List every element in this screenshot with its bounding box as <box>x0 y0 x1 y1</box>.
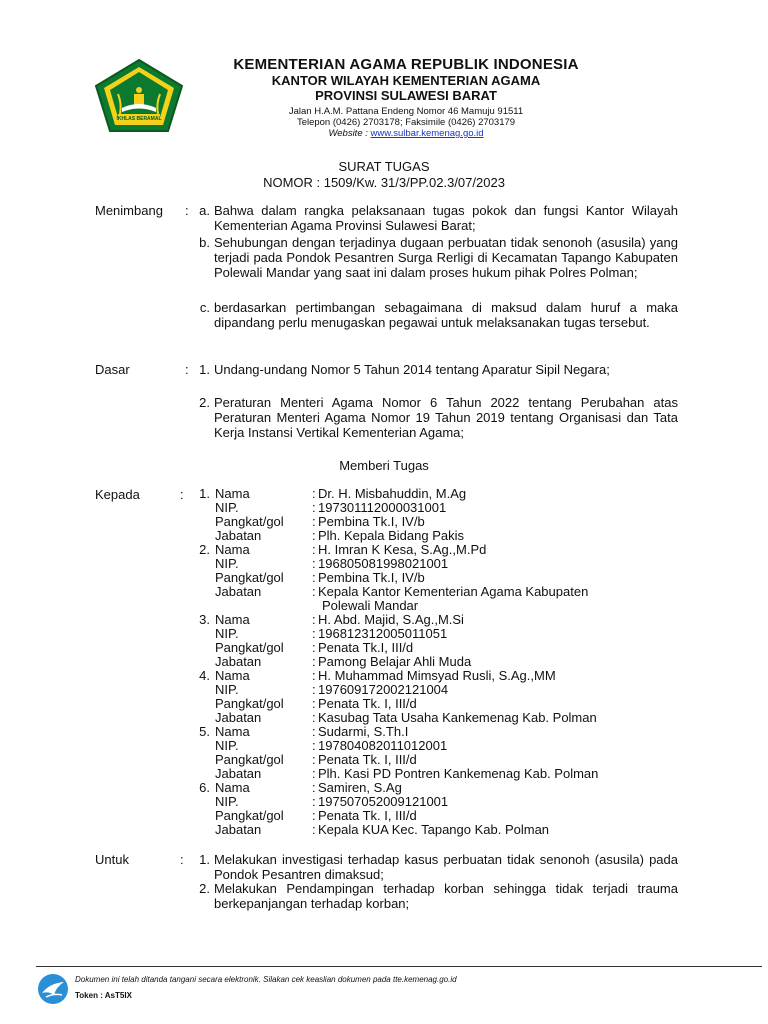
field-label-nip: NIP. <box>215 682 239 697</box>
field-label-jabatan: Jabatan <box>215 654 262 669</box>
field-label-nip: NIP. <box>215 794 239 809</box>
field-label-pangkat: Pangkat/gol <box>215 752 284 767</box>
person-pangkat: Pembina Tk.I, IV/b <box>318 514 425 529</box>
field-label-nama: Nama <box>215 612 250 627</box>
field-label-nip: NIP. <box>215 738 239 753</box>
person-marker: 2. <box>199 542 210 557</box>
person-nama: Dr. H. Misbahuddin, M.Ag <box>318 486 467 501</box>
person-nip: 197507052009121001 <box>318 794 449 809</box>
letterhead <box>200 56 612 139</box>
colon: : <box>312 612 316 627</box>
person-pangkat: Penata Tk.I, III/d <box>318 640 414 655</box>
field-label-pangkat: Pangkat/gol <box>215 514 284 529</box>
tte-bird-icon <box>36 973 70 1005</box>
item-marker: 2. <box>199 395 210 410</box>
menimbang-item-c: berdasarkan pertimbangan sebagaimana di maksud dalam huruf a maka dipandang perlu menugaskan pegawai untuk melaksanakan tugas tersebut. <box>214 300 678 330</box>
colon: : <box>312 570 316 585</box>
colon: : <box>312 696 316 711</box>
website-link[interactable]: www.sulbar.kemenag.go.id <box>370 128 484 139</box>
person-marker: 1. <box>199 486 210 501</box>
field-label-jabatan: Jabatan <box>215 766 262 781</box>
person-nama: Samiren, S.Ag <box>318 780 402 795</box>
person-jabatan: Kasubag Tata Usaha Kankemenag Kab. Polman <box>318 710 597 725</box>
field-label-nama: Nama <box>215 542 250 557</box>
colon: : <box>312 794 316 809</box>
person-nama: Sudarmi, S.Th.I <box>318 724 409 739</box>
field-label-jabatan: Jabatan <box>215 584 262 599</box>
letter-title: SURAT TUGAS <box>338 159 430 174</box>
colon: : <box>180 852 184 867</box>
colon: : <box>312 710 316 725</box>
colon: : <box>312 626 316 641</box>
field-label-nama: Nama <box>215 486 250 501</box>
menimbang-item-b: Sehubungan dengan terjadinya dugaan perbuatan tidak senonoh (asusila) yang terjadi pada Pondok Pesantren Surga Rerligi di Kecamatan Tapango Kabupaten Polewali Mandar yang saat ini dalam proses hukum pihak Polres Polman; <box>214 235 678 280</box>
field-label-nama: Nama <box>215 668 250 683</box>
letter-number: NOMOR : 1509/Kw. 31/3/PP.02.3/07/2023 <box>263 175 505 190</box>
dasar-item-2: Peraturan Menteri Agama Nomor 6 Tahun 2022 tentang Perubahan atas Peraturan Menteri Agama Nomor 19 Tahun 2019 tentang Organisasi dan Tata Kerja Instansi Vertikal Kementerian Agama; <box>214 395 678 440</box>
colon: : <box>312 668 316 683</box>
token: Token : AsT5IX <box>75 991 132 1000</box>
address: Jalan H.A.M. Pattana Endeng Nomor 46 Mamuju 91511 <box>288 106 524 117</box>
field-label-pangkat: Pangkat/gol <box>215 640 284 655</box>
colon: : <box>312 808 316 823</box>
person-nip: 197609172002121004 <box>318 682 449 697</box>
dasar-label: Dasar <box>95 362 130 377</box>
colon: : <box>312 514 316 529</box>
field-label-nip: NIP. <box>215 626 239 641</box>
colon: : <box>312 486 316 501</box>
menimbang-label: Menimbang <box>95 203 163 218</box>
colon: : <box>312 766 316 781</box>
colon: : <box>312 556 316 571</box>
item-marker: 2. <box>199 881 210 896</box>
person-marker: 4. <box>199 668 210 683</box>
colon: : <box>312 584 316 599</box>
person-marker: 6. <box>199 780 210 795</box>
person-jabatan: Plh. Kasi PD Pontren Kankemenag Kab. Polman <box>318 766 599 781</box>
colon: : <box>312 752 316 767</box>
person-pangkat: Pembina Tk.I, IV/b <box>318 570 425 585</box>
person-nip: 196805081998021001 <box>318 556 449 571</box>
person-marker: 3. <box>199 612 210 627</box>
menimbang-item-a: Bahwa dalam rangka pelaksanaan tugas pokok dan fungsi Kantor Wilayah Kementerian Agama Provinsi Sulawesi Barat; <box>214 203 678 233</box>
website-line <box>200 128 612 139</box>
person-nama: H. Muhammad Mimsyad Rusli, S.Ag.,MM <box>318 668 556 683</box>
untuk-item-1: Melakukan investigasi terhadap kasus perbuatan tidak senonoh (asusila) pada Pondok Pesantren dimaksud; <box>214 852 678 882</box>
colon: : <box>312 654 316 669</box>
person-jabatan-cont: Polewali Mandar <box>322 598 419 613</box>
colon: : <box>312 528 316 543</box>
untuk-label: Untuk <box>95 852 129 867</box>
colon: : <box>312 542 316 557</box>
person-nama: H. Imran K Kesa, S.Ag.,M.Pd <box>318 542 487 557</box>
kemenag-logo <box>92 58 186 134</box>
person-jabatan: Kepala KUA Kec. Tapango Kab. Polman <box>318 822 550 837</box>
person-nip: 196812312005011051 <box>318 626 448 641</box>
field-label-pangkat: Pangkat/gol <box>215 808 284 823</box>
field-label-pangkat: Pangkat/gol <box>215 696 284 711</box>
phone-fax: Telepon (0426) 2703178; Faksimile (0426) 2703179 <box>296 117 516 128</box>
person-pangkat: Penata Tk. I, III/d <box>318 808 417 823</box>
field-label-nip: NIP. <box>215 500 239 515</box>
person-nip: 197301112000031001 <box>318 500 447 515</box>
dasar-item-1: Undang-undang Nomor 5 Tahun 2014 tentang Aparatur Sipil Negara; <box>214 362 610 377</box>
item-marker: a. <box>199 203 210 218</box>
person-jabatan: Pamong Belajar Ahli Muda <box>318 654 472 669</box>
person-pangkat: Penata Tk. I, III/d <box>318 752 417 767</box>
person-pangkat: Penata Tk. I, III/d <box>318 696 417 711</box>
colon: : <box>312 822 316 837</box>
ministry-name: KEMENTERIAN AGAMA REPUBLIK INDONESIA <box>233 56 579 73</box>
person-nip: 197804082011012001 <box>318 738 448 753</box>
untuk-item-2: Melakukan Pendampingan terhadap korban sehingga tidak terjadi trauma berkepanjangan terhadap korban; <box>214 881 678 911</box>
person-marker: 5. <box>199 724 210 739</box>
colon: : <box>312 738 316 753</box>
item-marker: c. <box>199 300 210 315</box>
colon: : <box>312 640 316 655</box>
colon: : <box>312 780 316 795</box>
person-jabatan: Kepala Kantor Kementerian Agama Kabupaten <box>318 584 589 599</box>
field-label-nama: Nama <box>215 780 250 795</box>
memberi-tugas-heading: Memberi Tugas <box>339 458 429 473</box>
footer-divider <box>36 966 762 967</box>
item-marker: 1. <box>199 362 210 377</box>
item-marker: 1. <box>199 852 210 867</box>
field-label-jabatan: Jabatan <box>215 528 262 543</box>
person-jabatan: Plh. Kepala Bidang Pakis <box>318 528 464 543</box>
kepada-label: Kepada <box>95 487 140 502</box>
colon: : <box>180 487 184 502</box>
colon: : <box>312 682 316 697</box>
office-name: KANTOR WILAYAH KEMENTERIAN AGAMA <box>271 73 541 88</box>
colon: : <box>185 362 189 377</box>
colon: : <box>312 500 316 515</box>
field-label-pangkat: Pangkat/gol <box>215 570 284 585</box>
field-label-nama: Nama <box>215 724 250 739</box>
website-label: Website : <box>328 128 368 139</box>
field-label-jabatan: Jabatan <box>215 822 262 837</box>
colon: : <box>185 203 189 218</box>
province-name: PROVINSI SULAWESI BARAT <box>315 88 497 103</box>
field-label-nip: NIP. <box>215 556 239 571</box>
item-marker: b. <box>199 235 210 250</box>
e-signature-notice: Dokumen ini telah ditanda tangani secara elektronik. Silakan cek keaslian dokumen pada tte.kemenag.go.id <box>75 975 457 984</box>
person-nama: H. Abd. Majid, S.Ag.,M.Si <box>318 612 464 627</box>
logo-motto: IKHLAS BERAMAL <box>116 116 162 122</box>
colon: : <box>312 724 316 739</box>
field-label-jabatan: Jabatan <box>215 710 262 725</box>
